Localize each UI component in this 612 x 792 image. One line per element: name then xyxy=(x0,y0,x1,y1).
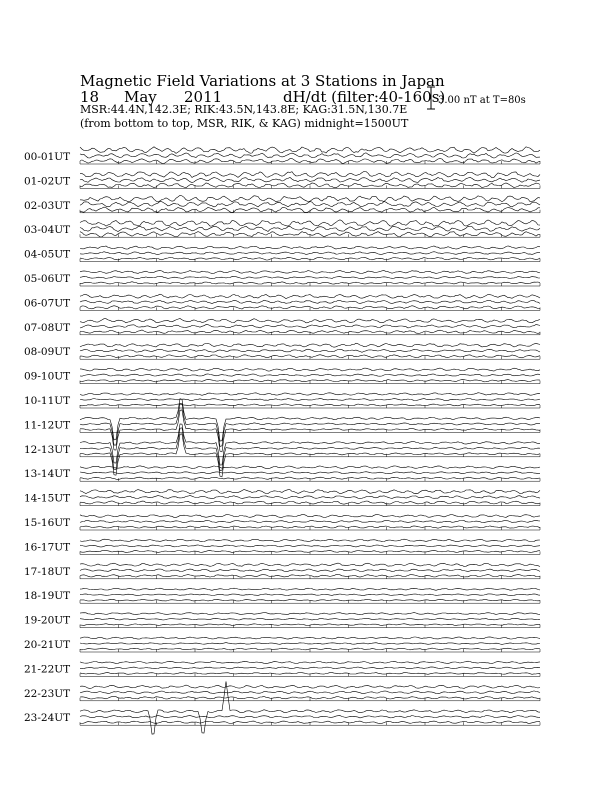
hour-row-07-08UT xyxy=(24,319,540,335)
trace-MSR xyxy=(80,319,540,323)
hour-row-09-10UT xyxy=(24,368,540,384)
row-label: 04-05UT xyxy=(24,248,71,261)
hour-row-13-14UT xyxy=(24,466,540,481)
chart-title: Magnetic Field Variations at 3 Stations in Japan xyxy=(80,72,445,90)
row-label: 22-23UT xyxy=(24,687,71,700)
scale-label: 3.00 nT at T=80s xyxy=(438,95,526,106)
row-label: 05-06UT xyxy=(24,273,71,285)
trace-MSR xyxy=(80,171,540,177)
trace-RIK xyxy=(80,496,540,499)
row-label: 10-11UT xyxy=(24,395,71,407)
trace-RIK xyxy=(80,349,540,352)
date-year: 2011 xyxy=(184,88,223,106)
row-label: 17-18UT xyxy=(24,565,71,578)
row-label: 07-08UT xyxy=(24,321,71,334)
trace-MSR xyxy=(80,490,540,494)
row-label: 02-03UT xyxy=(24,199,71,212)
trace-RIK xyxy=(80,399,540,401)
station-order-note: (from bottom to top, MSR, RIK, & KAG) midnight=1500UT xyxy=(80,117,409,130)
trace-RIK xyxy=(80,428,540,471)
trace-MSR xyxy=(80,393,540,396)
hour-row-05-06UT xyxy=(24,271,540,287)
hour-row-23-24UT xyxy=(24,681,540,734)
hour-row-06-07UT xyxy=(24,294,540,310)
trace-RIK xyxy=(80,374,540,376)
trace-MSR xyxy=(80,246,540,249)
trace-MSR xyxy=(80,685,540,688)
hour-row-20-21UT xyxy=(24,637,540,652)
date-month: May xyxy=(124,88,157,106)
station-coordinates: MSR:44.4N,142.3E; RIK:43.5N,143.8E; KAG:31.5N,130.7E xyxy=(80,103,408,116)
trace-RIK xyxy=(80,594,540,596)
row-label: 19-20UT xyxy=(24,614,71,627)
trace-RIK xyxy=(80,667,540,669)
hour-row-11-12UT xyxy=(24,399,540,452)
hour-row-22-23UT xyxy=(24,685,540,701)
hour-row-17-18UT xyxy=(24,563,540,579)
row-label: 14-15UT xyxy=(24,492,71,505)
row-label: 00-01UT xyxy=(24,151,71,163)
row-label: 23-24UT xyxy=(24,712,71,725)
row-label: 13-14UT xyxy=(24,468,71,481)
trace-RIK xyxy=(80,325,540,329)
trace-MSR xyxy=(80,147,540,154)
trace-MSR xyxy=(80,294,540,298)
filter-label: dH/dt (filter:40-160s) xyxy=(283,88,446,106)
hour-row-00-01UT xyxy=(24,147,540,164)
hour-row-15-16UT xyxy=(24,515,540,531)
trace-RIK xyxy=(80,472,540,474)
trace-MSR xyxy=(80,195,540,202)
row-label: 16-17UT xyxy=(24,541,71,554)
row-label: 11-12UT xyxy=(24,419,71,432)
hour-row-08-09UT xyxy=(24,343,540,359)
hour-row-14-15UT xyxy=(24,490,540,506)
trace-MSR xyxy=(80,343,540,347)
trace-RIK xyxy=(80,153,540,158)
trace-RIK xyxy=(80,403,540,446)
row-label: 09-10UT xyxy=(24,370,71,383)
trace-MSR xyxy=(80,613,540,615)
trace-RIK xyxy=(80,276,540,278)
trace-MSR xyxy=(80,220,540,226)
trace-MSR xyxy=(80,637,540,639)
row-label: 12-13UT xyxy=(24,443,71,456)
hour-row-12-13UT xyxy=(24,424,540,477)
row-label: 20-21UT xyxy=(24,639,71,651)
trace-MSR xyxy=(80,588,540,590)
hour-row-01-02UT xyxy=(24,171,540,188)
trace-RIK xyxy=(80,520,540,522)
trace-RIK xyxy=(80,226,540,231)
trace-RIK xyxy=(80,252,540,255)
hour-row-16-17UT xyxy=(24,539,540,554)
trace-MSR xyxy=(80,368,540,371)
hour-row-18-19UT xyxy=(24,588,540,603)
trace-RIK xyxy=(80,618,540,620)
hour-row-19-20UT xyxy=(24,613,540,628)
trace-RIK xyxy=(80,545,540,547)
hour-row-02-03UT xyxy=(24,195,540,213)
hour-row-03-04UT xyxy=(24,220,540,237)
trace-MSR xyxy=(80,466,540,469)
trace-RIK xyxy=(80,201,540,207)
row-label: 18-19UT xyxy=(24,590,71,603)
trace-RIK xyxy=(80,300,540,303)
date-day: 18 xyxy=(80,88,100,106)
row-label: 01-02UT xyxy=(24,175,71,188)
trace-MSR xyxy=(80,661,540,663)
hour-row-21-22UT xyxy=(24,661,540,676)
trace-MSR xyxy=(80,539,540,542)
hour-row-10-11UT xyxy=(24,393,540,408)
row-label: 06-07UT xyxy=(24,297,71,310)
trace-RIK xyxy=(80,177,540,182)
trace-MSR xyxy=(80,681,540,734)
trace-RIK xyxy=(80,569,540,572)
row-label: 08-09UT xyxy=(24,346,71,359)
trace-MSR xyxy=(80,271,540,274)
trace-MSR xyxy=(80,563,540,566)
hour-row-04-05UT xyxy=(24,246,540,262)
row-label: 15-16UT xyxy=(24,517,71,529)
trace-RIK xyxy=(80,643,540,645)
trace-MSR xyxy=(80,515,540,518)
row-label: 21-22UT xyxy=(24,663,71,676)
trace-RIK xyxy=(80,691,540,694)
row-label: 03-04UT xyxy=(24,224,71,237)
